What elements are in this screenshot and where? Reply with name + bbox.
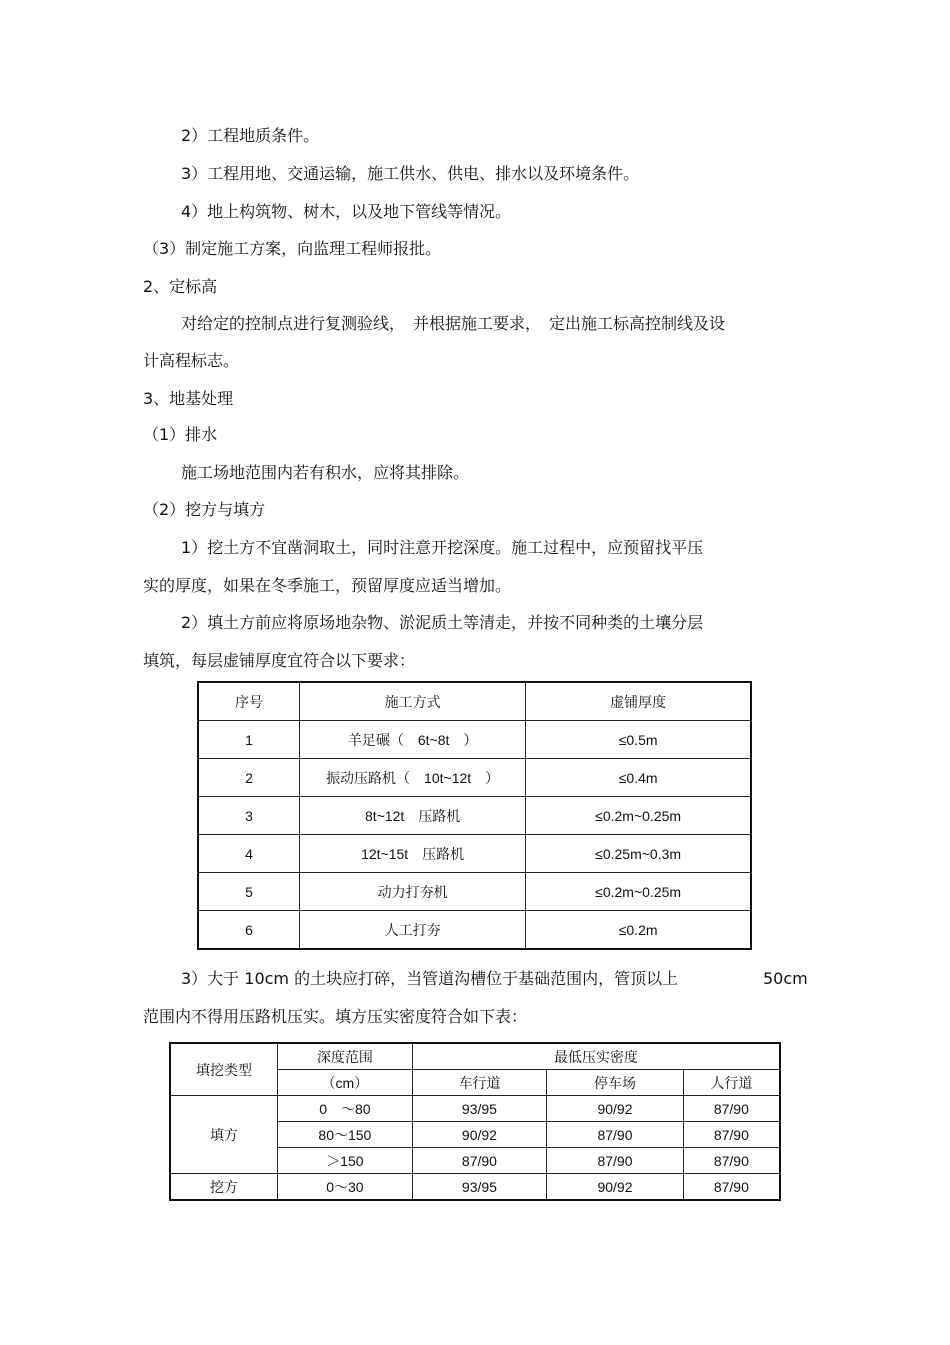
table-row bbox=[198, 759, 751, 797]
table-cell: 挖方 bbox=[170, 1174, 278, 1201]
section-heading: 3、地基处理 bbox=[143, 389, 234, 408]
paragraph: 实的厚度，如果在冬季施工，预留厚度应适当增加。 bbox=[143, 576, 512, 595]
table-cell: 3 bbox=[198, 797, 300, 835]
table-cell: ＞150 bbox=[278, 1148, 413, 1174]
paragraph: 50cm bbox=[763, 969, 808, 988]
table-cell: 动力打夯机 bbox=[300, 873, 526, 911]
table-header: 人行道 bbox=[683, 1070, 780, 1096]
table-cell: ≤0.4m bbox=[526, 759, 751, 797]
table-row bbox=[198, 911, 751, 950]
table-header: （cm） bbox=[278, 1070, 413, 1096]
paragraph: 4）地上构筑物、树木，以及地下管线等情况。 bbox=[181, 202, 512, 221]
paragraph: 3）大于 10cm 的土块应打碎，当管道沟槽位于基础范围内，管顶以上 bbox=[181, 969, 679, 988]
paragraph: 范围内不得用压路机压实。填方压实密度符合如下表： bbox=[143, 1007, 528, 1026]
table-header-row bbox=[198, 682, 751, 721]
paragraph: 2）工程地质条件。 bbox=[181, 126, 320, 145]
paragraph: 填筑，每层虚铺厚度宜符合以下要求： bbox=[143, 651, 416, 670]
table-cell: 12t~15t 压路机 bbox=[300, 835, 526, 873]
table-header: 序号 bbox=[198, 682, 300, 721]
table-cell: 振动压路机（ 10t~12t ） bbox=[300, 759, 526, 797]
table-cell: 1 bbox=[198, 721, 300, 759]
table-header: 深度范围 bbox=[278, 1043, 413, 1070]
table-cell: 填方 bbox=[170, 1096, 278, 1174]
table-header: 停车场 bbox=[547, 1070, 684, 1096]
loose-thickness-table bbox=[197, 681, 752, 950]
table-row bbox=[198, 835, 751, 873]
table-cell: 93/95 bbox=[412, 1174, 547, 1201]
table-cell: 0～30 bbox=[278, 1174, 413, 1201]
table-row bbox=[198, 721, 751, 759]
paragraph: 1）挖土方不宜凿洞取土，同时注意开挖深度。施工过程中，应预留找平压 bbox=[181, 538, 704, 557]
table-row bbox=[170, 1096, 780, 1122]
table-cell: 6 bbox=[198, 911, 300, 950]
table-row bbox=[198, 797, 751, 835]
paragraph: （1）排水 bbox=[143, 425, 218, 444]
table-cell: 5 bbox=[198, 873, 300, 911]
table-cell: 90/92 bbox=[412, 1122, 547, 1148]
table-header: 填挖类型 bbox=[170, 1043, 278, 1096]
table-header-row bbox=[170, 1043, 780, 1070]
table-row bbox=[198, 873, 751, 911]
table-cell: 0 ～80 bbox=[278, 1096, 413, 1122]
paragraph: 计高程标志。 bbox=[143, 351, 240, 370]
table-cell: 80～150 bbox=[278, 1122, 413, 1148]
table-cell: 人工打夯 bbox=[300, 911, 526, 950]
paragraph: 3）工程用地、交通运输，施工供水、供电、排水以及环境条件。 bbox=[181, 164, 640, 183]
table-header: 施工方式 bbox=[300, 682, 526, 721]
paragraph: （2）挖方与填方 bbox=[143, 500, 266, 519]
paragraph: 施工场地范围内若有积水，应将其排除。 bbox=[181, 463, 470, 482]
table-cell: 87/90 bbox=[547, 1122, 684, 1148]
table-cell: ≤0.2m~0.25m bbox=[526, 797, 751, 835]
table-cell: 93/95 bbox=[412, 1096, 547, 1122]
table-header: 车行道 bbox=[412, 1070, 547, 1096]
table-cell: 87/90 bbox=[683, 1174, 780, 1201]
section-heading: 2、定标高 bbox=[143, 277, 218, 296]
table-cell: 4 bbox=[198, 835, 300, 873]
table-cell: ≤0.5m bbox=[526, 721, 751, 759]
table-cell: ≤0.2m bbox=[526, 911, 751, 950]
table-header: 虚铺厚度 bbox=[526, 682, 751, 721]
table-cell: ≤0.25m~0.3m bbox=[526, 835, 751, 873]
table-cell: 87/90 bbox=[547, 1148, 684, 1174]
paragraph: 对给定的控制点进行复测验线， 并根据施工要求， 定出施工标高控制线及设 bbox=[181, 314, 726, 333]
table-cell: 羊足碾（ 6t~8t ） bbox=[300, 721, 526, 759]
compaction-density-table bbox=[169, 1042, 781, 1201]
table-cell: 90/92 bbox=[547, 1096, 684, 1122]
table-cell: 8t~12t 压路机 bbox=[300, 797, 526, 835]
paragraph: 2）填土方前应将原场地杂物、淤泥质土等清走，并按不同种类的土壤分层 bbox=[181, 613, 704, 632]
table-cell: 87/90 bbox=[683, 1122, 780, 1148]
table-cell: ≤0.2m~0.25m bbox=[526, 873, 751, 911]
table-header: 最低压实密度 bbox=[412, 1043, 780, 1070]
table-cell: 2 bbox=[198, 759, 300, 797]
table-row bbox=[170, 1174, 780, 1201]
table-cell: 87/90 bbox=[412, 1148, 547, 1174]
table-cell: 90/92 bbox=[547, 1174, 684, 1201]
paragraph: （3）制定施工方案，向监理工程师报批。 bbox=[143, 239, 442, 258]
table-cell: 87/90 bbox=[683, 1148, 780, 1174]
table-cell: 87/90 bbox=[683, 1096, 780, 1122]
